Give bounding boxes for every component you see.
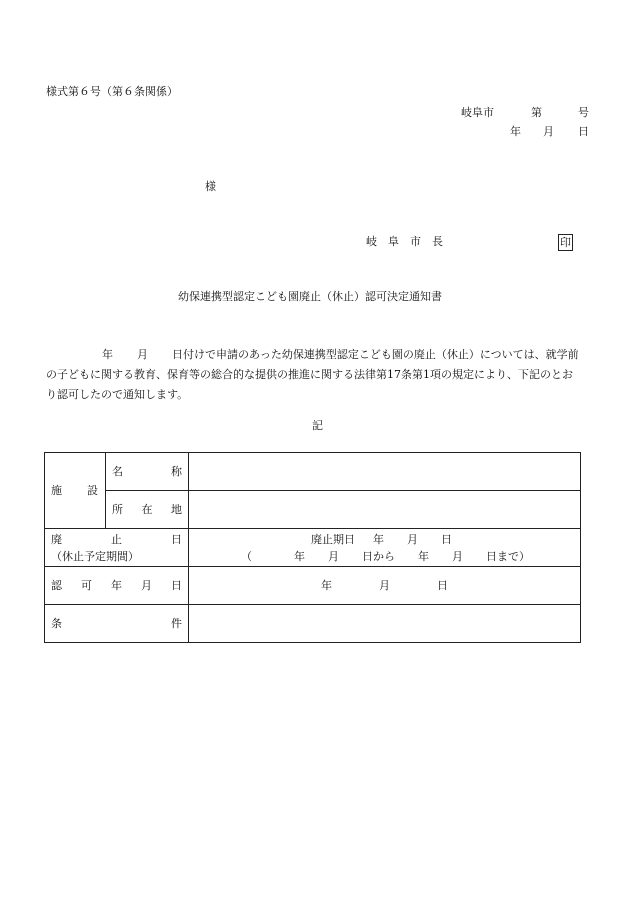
- body-year: 年: [102, 348, 113, 361]
- approval-date-value-cell: [189, 567, 581, 605]
- facility-label-part-0: 施: [51, 484, 62, 497]
- body-line-2: の子どもに関する教育、保育等の総合的な提供の推進に関する法律第17条第1項の規定により、下記のとお: [46, 368, 573, 381]
- sender-title: 岐 阜 市 長: [366, 235, 443, 248]
- period-from-day: 日から: [362, 549, 395, 563]
- period-to-day: 日まで）: [486, 549, 530, 563]
- body-text-1: 日付けで申請のあった幼保連携型認定こども園の廃止（休止）については、就学前: [172, 348, 579, 361]
- issue-date-month: 月: [543, 125, 554, 138]
- conditions-label-cell: [45, 605, 189, 643]
- approval-date-label-cell: [45, 567, 189, 605]
- issue-date-year: 年: [510, 125, 521, 138]
- location-label-part-0: 所: [112, 503, 123, 516]
- body-line-1: [46, 345, 588, 365]
- location-label-part-2: 地: [171, 503, 182, 516]
- body-paragraph: [46, 345, 588, 405]
- abolition-label-part-2: 日: [171, 532, 182, 546]
- body-month: 月: [137, 348, 148, 361]
- abolition-label-cell: [45, 529, 189, 567]
- facility-label-part-1: 設: [87, 484, 98, 497]
- abolition-month: 月: [407, 532, 418, 546]
- document-number-prefix: 第: [531, 106, 542, 119]
- approval-year: 年: [321, 579, 332, 592]
- conditions-value-cell: [189, 605, 581, 643]
- document-number-suffix: 号: [578, 106, 589, 119]
- approval-day: 日: [437, 579, 448, 592]
- period-from-year: 年: [294, 549, 305, 563]
- name-label-part-1: 称: [171, 465, 182, 478]
- facility-label-cell: [45, 453, 106, 529]
- table-row-facility-location: [45, 491, 581, 529]
- table-row-abolition-date: [45, 529, 581, 567]
- document-title: 幼保連携型認定こども園廃止（休止）認可決定通知書: [178, 290, 442, 303]
- body-line-3: り認可したので通知します。: [46, 388, 189, 401]
- conditions-label-part-0: 条: [51, 617, 62, 630]
- abolition-day: 日: [441, 532, 452, 546]
- name-label-cell: [106, 453, 189, 491]
- table-row-facility-name: [45, 453, 581, 491]
- period-to-month: 月: [452, 549, 463, 563]
- period-open: （: [241, 549, 252, 563]
- name-label-part-0: 名: [112, 465, 123, 478]
- location-label-part-1: 在: [141, 503, 153, 516]
- approval-date-label-part-0: 認: [51, 579, 62, 592]
- official-seal: 印: [560, 236, 571, 249]
- approval-date-label-part-2: 年: [111, 579, 122, 592]
- approval-date-label-part-4: 日: [171, 579, 182, 592]
- period-to-year: 年: [418, 549, 429, 563]
- abolition-sub-label: （休止予定期間）: [51, 549, 139, 563]
- location-value-cell: [189, 491, 581, 529]
- name-value-cell: [189, 453, 581, 491]
- abolition-prefix: 廃止期日: [311, 532, 355, 546]
- table-row-conditions: [45, 605, 581, 643]
- conditions-label-part-1: 件: [171, 617, 182, 630]
- approval-date-label-part-1: 可: [81, 579, 92, 592]
- abolition-year: 年: [373, 532, 384, 546]
- notice-table: [44, 452, 581, 643]
- period-from-month: 月: [328, 549, 339, 563]
- ki-heading: 記: [312, 419, 323, 432]
- abolition-value-cell: [189, 529, 581, 567]
- form-number: 様式第６号（第６条関係）: [46, 85, 178, 98]
- abolition-label-part-0: 廃: [51, 532, 62, 546]
- approval-date-label-part-3: 月: [141, 579, 152, 592]
- issue-date-day: 日: [578, 125, 589, 138]
- issuer-city: 岐阜市: [461, 106, 494, 119]
- location-label-cell: [106, 491, 189, 529]
- addressee-honorific: 様: [205, 180, 216, 193]
- table-row-approval-date: [45, 567, 581, 605]
- approval-month: 月: [379, 579, 390, 592]
- abolition-label-part-1: 止: [111, 532, 122, 546]
